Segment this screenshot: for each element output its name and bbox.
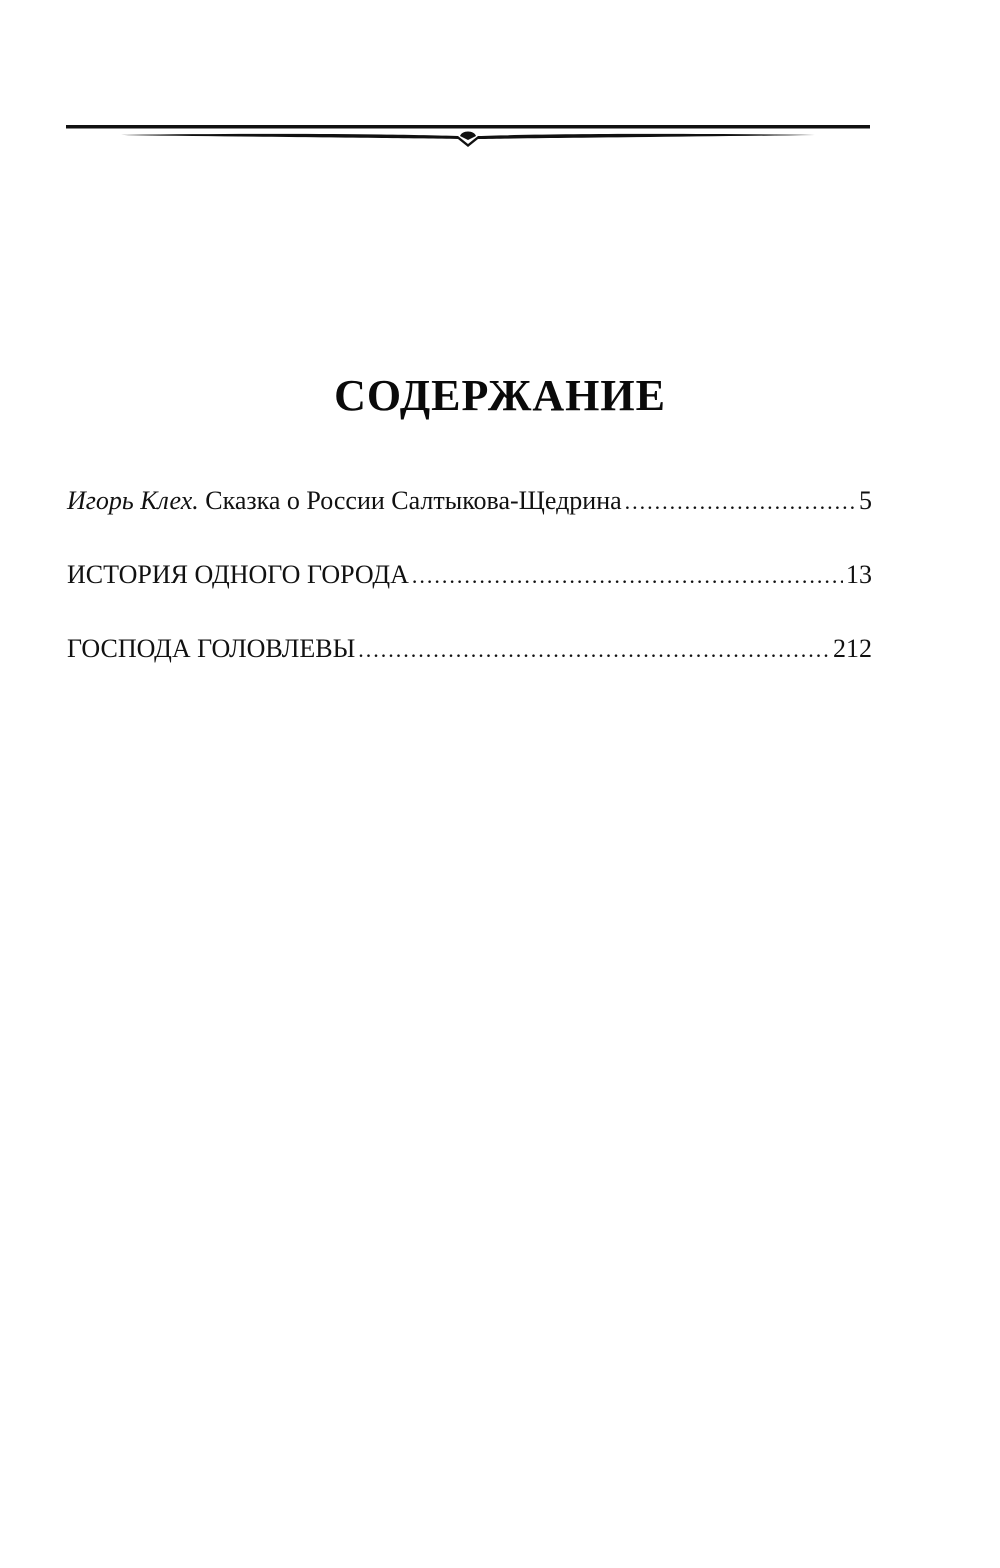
- toc-entry-gospoda-golovlevy[interactable]: [67, 626, 872, 700]
- toc-entry-author: Игорь Клех.: [67, 486, 199, 515]
- toc-entry-title: ИСТОРИЯ ОДНОГО ГОРОДА: [67, 560, 409, 589]
- toc-dot-leader: [412, 553, 843, 599]
- toc-entry-istoriya-odnogo-goroda[interactable]: [67, 552, 872, 626]
- toc-entry-introduction[interactable]: [67, 478, 872, 552]
- toc-dot-leader: [358, 627, 830, 673]
- toc-page-number: 5: [859, 486, 872, 515]
- toc-entry-title: [67, 478, 622, 524]
- decorative-rule-ornament: [66, 118, 870, 154]
- toc-dot-leader: [625, 479, 856, 525]
- toc-entry-title-text: Сказка о России Салтыкова-Щедрина: [198, 486, 622, 515]
- page-title: СОДЕРЖАНИЕ: [334, 371, 666, 420]
- toc-page-number: 212: [833, 634, 872, 663]
- toc-entry-title: ГОСПОДА ГОЛОВЛЕВЫ: [67, 634, 356, 663]
- table-of-contents: [67, 478, 872, 700]
- toc-page-number: 13: [846, 560, 872, 589]
